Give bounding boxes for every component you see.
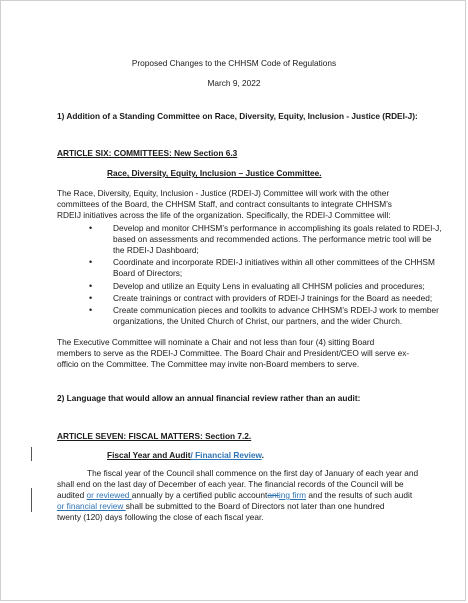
bullet-line: based on assessments and recommended actions. The performance metric tool will be — [113, 234, 432, 244]
change-bar — [31, 488, 32, 512]
section1-article: ARTICLE SIX: COMMITTEES: New Section 6.3 — [57, 148, 238, 158]
subheading-main: Fiscal Year and Audit — [107, 450, 191, 460]
document-title: Proposed Changes to the CHHSM Code of Regulations — [131, 58, 337, 68]
deletion-run: ant — [267, 490, 279, 500]
section2-subheading — [107, 450, 264, 460]
bullet-line: Create communication pieces and toolkits to advance CHHSM’s RDEI-J work to member — [113, 305, 439, 315]
fiscal-para-line — [57, 501, 384, 511]
fiscal-para-line: twenty (120) days following the close of each fiscal year. — [57, 512, 264, 522]
bullet-icon: • — [89, 293, 93, 303]
bullet-line: Create trainings or contract with providers of RDEI-J trainings for the Board as needed; — [113, 293, 433, 303]
section1-subheading: Race, Diversity, Equity, Inclusion – Justice Committee. — [107, 168, 322, 178]
intro-line: The Race, Diversity, Equity, Inclusion - Justice (RDEI-J) Committee will work with the other — [57, 188, 390, 198]
text-run: and the results of such audit — [306, 490, 413, 500]
subheading-period: . — [261, 450, 264, 460]
bullet-icon: • — [89, 281, 93, 291]
section2-heading: 2) Language that would allow an annual financial review rather than an audit: — [57, 393, 361, 403]
bullet-line: organizations, the United Church of Christ, our partners, and the wider Church. — [113, 316, 403, 326]
insertion-run: or financial review — [57, 501, 126, 511]
fiscal-para-line: The fiscal year of the Council shall commence on the first day of January of each year and — [87, 468, 419, 478]
subheading-insertion: / Financial Review — [190, 450, 262, 460]
text-run: annually by a certified public account — [131, 490, 268, 500]
closing-line: The Executive Committee will nominate a Chair and not less than four (4) sitting Board — [57, 337, 375, 347]
intro-line: committees of the Board, the CHHSM Staff, and contract consultants to integrate CHHSM’s — [57, 199, 392, 209]
insertion-run: or reviewed — [86, 490, 132, 500]
section1-heading: 1) Addition of a Standing Committee on Race, Diversity, Equity, Inclusion - Justice (RDEI-J): — [57, 111, 418, 121]
bullet-line: the RDEI-J Dashboard; — [113, 245, 199, 255]
bullet-line: Coordinate and incorporate RDEI-J initiatives within all other committees of the CHHSM — [113, 257, 435, 267]
bullet-line: Develop and utilize an Equity Lens in evaluating all CHHSM policies and procedures; — [113, 281, 425, 291]
change-bar — [31, 447, 32, 461]
intro-line: RDEIJ initiatives across the life of the organization. Specifically, the RDEI-J Committee will: — [57, 210, 391, 220]
insertion-run: ing firm — [278, 490, 307, 500]
bullet-icon: • — [89, 223, 93, 233]
fiscal-para-line: shall end on the last day of December of each year. The financial records of the Council will be — [57, 479, 404, 489]
bullet-icon: • — [89, 305, 93, 315]
text-run: audited — [57, 490, 87, 500]
bullet-line: Board of Directors; — [113, 268, 183, 278]
bullet-icon: • — [89, 257, 93, 267]
bullet-line: Develop and monitor CHHSM’s performance in accomplishing its goals related to RDEI-J, — [113, 223, 442, 233]
closing-line: members to serve as the RDEI-J Committee. The Board Chair and President/CEO will serve ex- — [57, 348, 410, 358]
document-date: March 9, 2022 — [207, 78, 261, 88]
section2-article: ARTICLE SEVEN: FISCAL MATTERS: Section 7.2. — [57, 431, 252, 441]
closing-line: officio on the Committee. The Committee may invite non-Board members to serve. — [57, 359, 360, 369]
text-run: shall be submitted to the Board of Directors not later than one hundred — [125, 501, 385, 511]
fiscal-para-line — [57, 490, 412, 500]
